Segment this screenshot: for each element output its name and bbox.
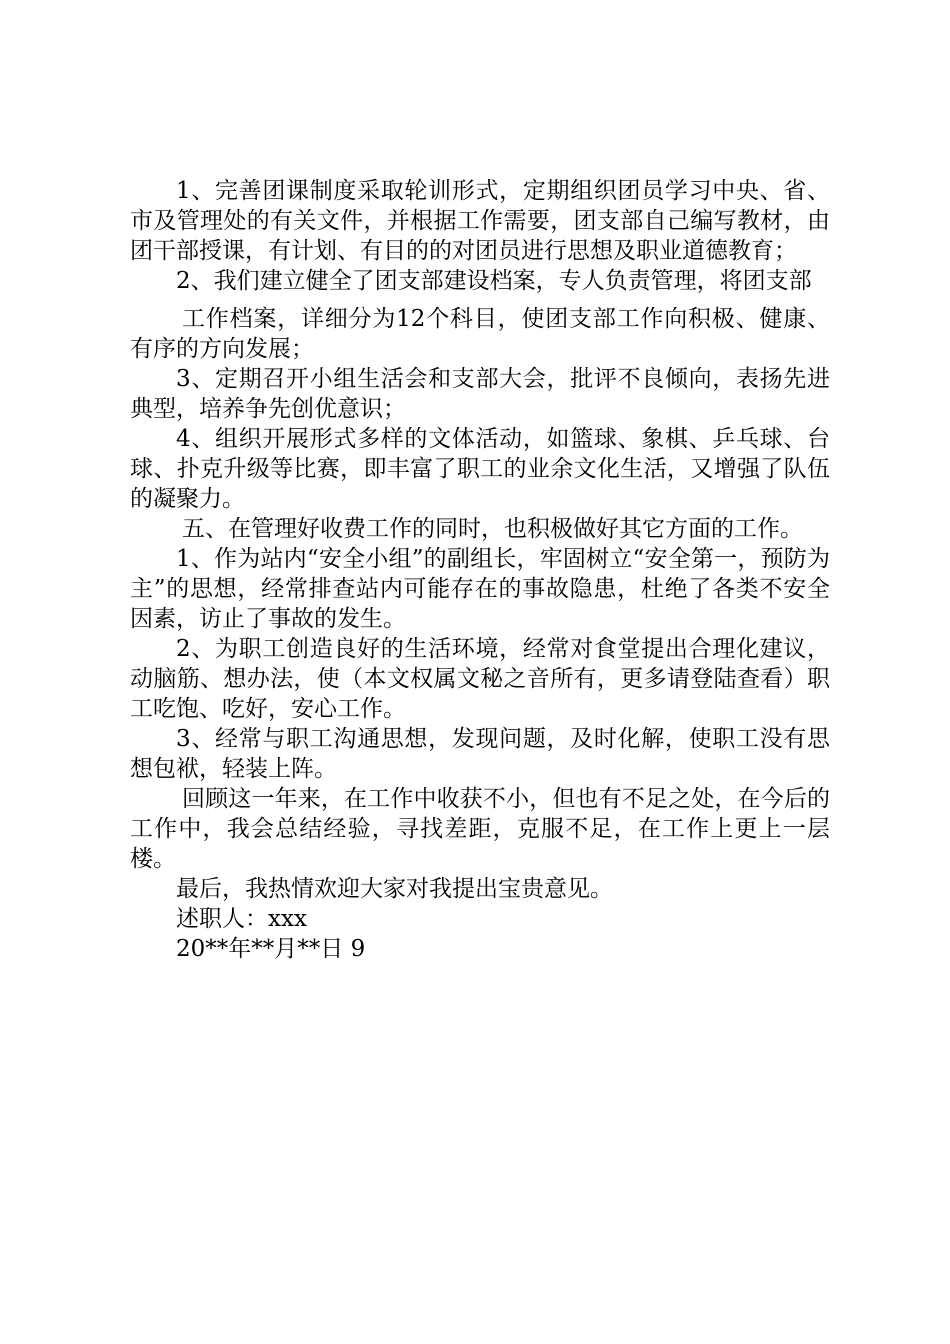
paragraph-9: 3、经常与职工沟通思想，发现问题，及时化解，使职工没有思想包袱，轻装上阵。 — [130, 726, 830, 782]
paragraph-11: 最后，我热情欢迎大家对我提出宝贵意见。 — [176, 876, 613, 902]
paragraph-10: 回顾这一年来，在工作中收获不小，但也有不足之处，在今后的工作中，我会总结经验，寻找差距，克服不足，在工作上更上一层楼。 — [130, 786, 830, 872]
paragraph-1: 1、完善团课制度采取轮训形式，定期组织团员学习中央、省、市及管理处的有关文件，并根据工作需要，团支部自己编写教材，由团干部授课，有计划、有目的的对团员进行思想及职业道德教育； — [130, 178, 830, 264]
paragraph-6: 五、在管理好收费工作的同时，也积极做好其它方面的工作。 — [182, 516, 803, 542]
paragraph-3: 工作档案，详细分为12个科目，使团支部工作向积极、健康、有序的方向发展； — [130, 306, 830, 362]
paragraph-4: 3、定期召开小组生活会和支部大会，批评不良倾向，表扬先进典型，培养争先创优意识； — [130, 366, 830, 422]
signature-line: 述职人：xxx — [176, 906, 307, 932]
document-body — [130, 176, 830, 964]
paragraph-2: 2、我们建立健全了团支部建设档案，专人负责管理，将团支部 — [176, 268, 812, 294]
paragraph-8: 2、为职工创造良好的生活环境，经常对食堂提出合理化建议，动脑筋、想办法，使（本文权属文秘之音所有，更多请登陆查看）职工吃饱、吃好，安心工作。 — [130, 636, 830, 722]
paragraph-5: 4、组织开展形式多样的文体活动，如篮球、象棋、乒乓球、台球、扑克升级等比赛，即丰富了职工的业余文化生活，又增强了队伍的凝聚力。 — [130, 426, 830, 512]
paragraph-7: 1、作为站内“安全小组”的副组长，牢固树立“安全第一，预防为主”的思想，经常排查站内可能存在的事故隐患，杜绝了各类不安全因素，访止了事故的发生。 — [130, 546, 830, 632]
date-line: 20**年**月**日 9 — [176, 936, 366, 962]
